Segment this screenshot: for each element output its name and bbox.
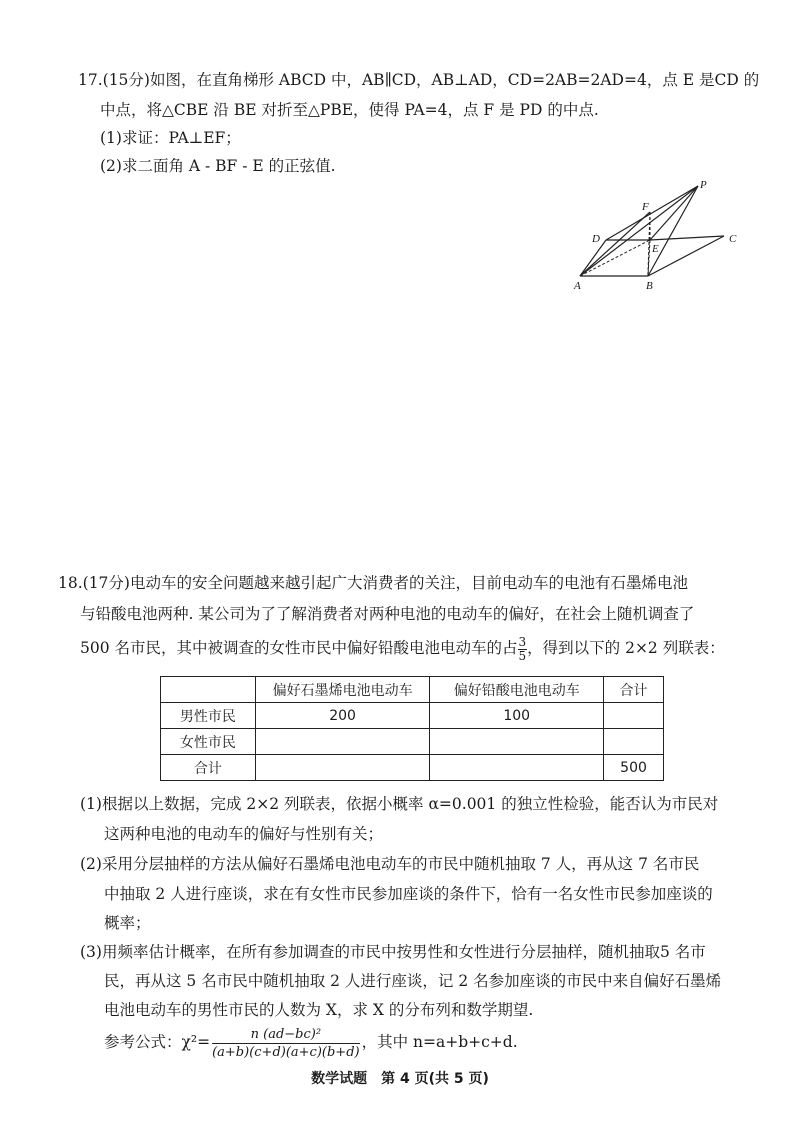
- q17-stem-line1: 17.(15分)如图，在直角梯形 ABCD 中，AB∥CD，AB⊥AD，CD=2AB=2AD=4，点 E 是CD 的: [78, 71, 760, 89]
- q17-stem-line2: 中点，将△CBE 沿 BE 对折至△PBE，使得 PA=4，点 F 是 PD 的中点.: [100, 101, 599, 119]
- label-F: F: [642, 201, 649, 213]
- table-cell: 200: [255, 703, 430, 729]
- formula-numerator: n (ad−bc)²: [212, 1026, 360, 1044]
- contingency-table: [160, 676, 664, 781]
- q18-part3-line2: 民，再从这 5 名市民中随机抽取 2 人进行座谈，记 2 名参加座谈的市民中来自偏好石墨烯: [104, 972, 722, 990]
- label-A: A: [574, 280, 581, 292]
- formula-suffix: ，其中 n=a+b+c+d.: [361, 1033, 518, 1051]
- table-row: [161, 755, 664, 781]
- frac-denominator: 5: [518, 648, 527, 663]
- q18-part3-line3: 电池电动车的男性市民的人数为 X，求 X 的分布列和数学期望.: [104, 1001, 534, 1019]
- table-cell: 女性市民: [161, 729, 256, 755]
- chi-square-fraction: [212, 1026, 360, 1061]
- table-cell: 500: [604, 755, 664, 781]
- formula-denominator: (a+b)(c+d)(a+c)(b+d): [212, 1044, 360, 1060]
- table-cell: [430, 729, 604, 755]
- table-cell: 男性市民: [161, 703, 256, 729]
- formula-prefix: 参考公式：χ²=: [104, 1033, 211, 1051]
- table-cell: [604, 729, 664, 755]
- table-cell: 合计: [604, 677, 664, 703]
- q18-part2-line2: 中抽取 2 人进行座谈，求在有女性市民参加座谈的条件下，恰有一名女性市民参加座谈的: [104, 885, 713, 903]
- table-cell: [604, 703, 664, 729]
- table-cell: 偏好石墨烯电池电动车: [255, 677, 430, 703]
- q17-part2: (2)求二面角 A - BF - E 的正弦值.: [100, 157, 336, 175]
- q18-stem-line1: 18.(17分)电动车的安全问题越来越引起广大消费者的关注，目前电动车的电池有石墨烯电池: [58, 574, 688, 592]
- q18-part2-line1: (2)采用分层抽样的方法从偏好石墨烯电池电动车的市民中随机抽取 7 人，再从这 7 名市民: [80, 855, 700, 873]
- page-footer: 数学试题 第 4 页(共 5 页): [311, 1071, 489, 1087]
- frac-numerator: 3: [518, 634, 527, 649]
- reference-formula: [104, 1022, 518, 1062]
- table-cell: 合计: [161, 755, 256, 781]
- table-cell: 100: [430, 703, 604, 729]
- q18-part1-line2: 这两种电池的电动车的偏好与性别有关；: [104, 825, 384, 843]
- table-cell: [161, 677, 256, 703]
- table-header-row: [161, 677, 664, 703]
- q18-part2-line3: 概率；: [104, 914, 151, 932]
- table-row: [161, 729, 664, 755]
- q18-part1-line1: (1)根据以上数据，完成 2×2 列联表，依据小概率 α=0.001 的独立性检验，能否认为市民对: [80, 795, 719, 813]
- q18-stem-line2: 与铅酸电池两种. 某公司为了了解消费者对两种电池的电动车的偏好，在社会上随机调查了: [80, 605, 695, 623]
- table-cell: [255, 755, 430, 781]
- table-cell: 偏好铅酸电池电动车: [430, 677, 604, 703]
- label-C: C: [729, 233, 737, 245]
- q17-part1: (1)求证：PA⊥EF；: [100, 129, 241, 147]
- q18-stem-line3-b: ，得到以下的 2×2 列联表：: [527, 639, 725, 657]
- geometry-figure: [566, 180, 746, 295]
- table-cell: [430, 755, 604, 781]
- q18-stem-line3: [80, 632, 725, 664]
- label-P: P: [700, 180, 707, 191]
- q18-part3-line1: (3)用频率估计概率，在所有参加调查的市民中按男性和女性进行分层抽样，随机抽取5 名市: [80, 943, 706, 961]
- q18-stem-line3-a: 500 名市民，其中被调查的女性市民中偏好铅酸电池电动车的占: [80, 639, 518, 657]
- label-D: D: [592, 233, 600, 245]
- table-cell: [255, 729, 430, 755]
- fraction-three-fifths: [518, 636, 528, 663]
- label-E: E: [652, 243, 659, 255]
- table-row: [161, 703, 664, 729]
- label-B: B: [646, 280, 653, 292]
